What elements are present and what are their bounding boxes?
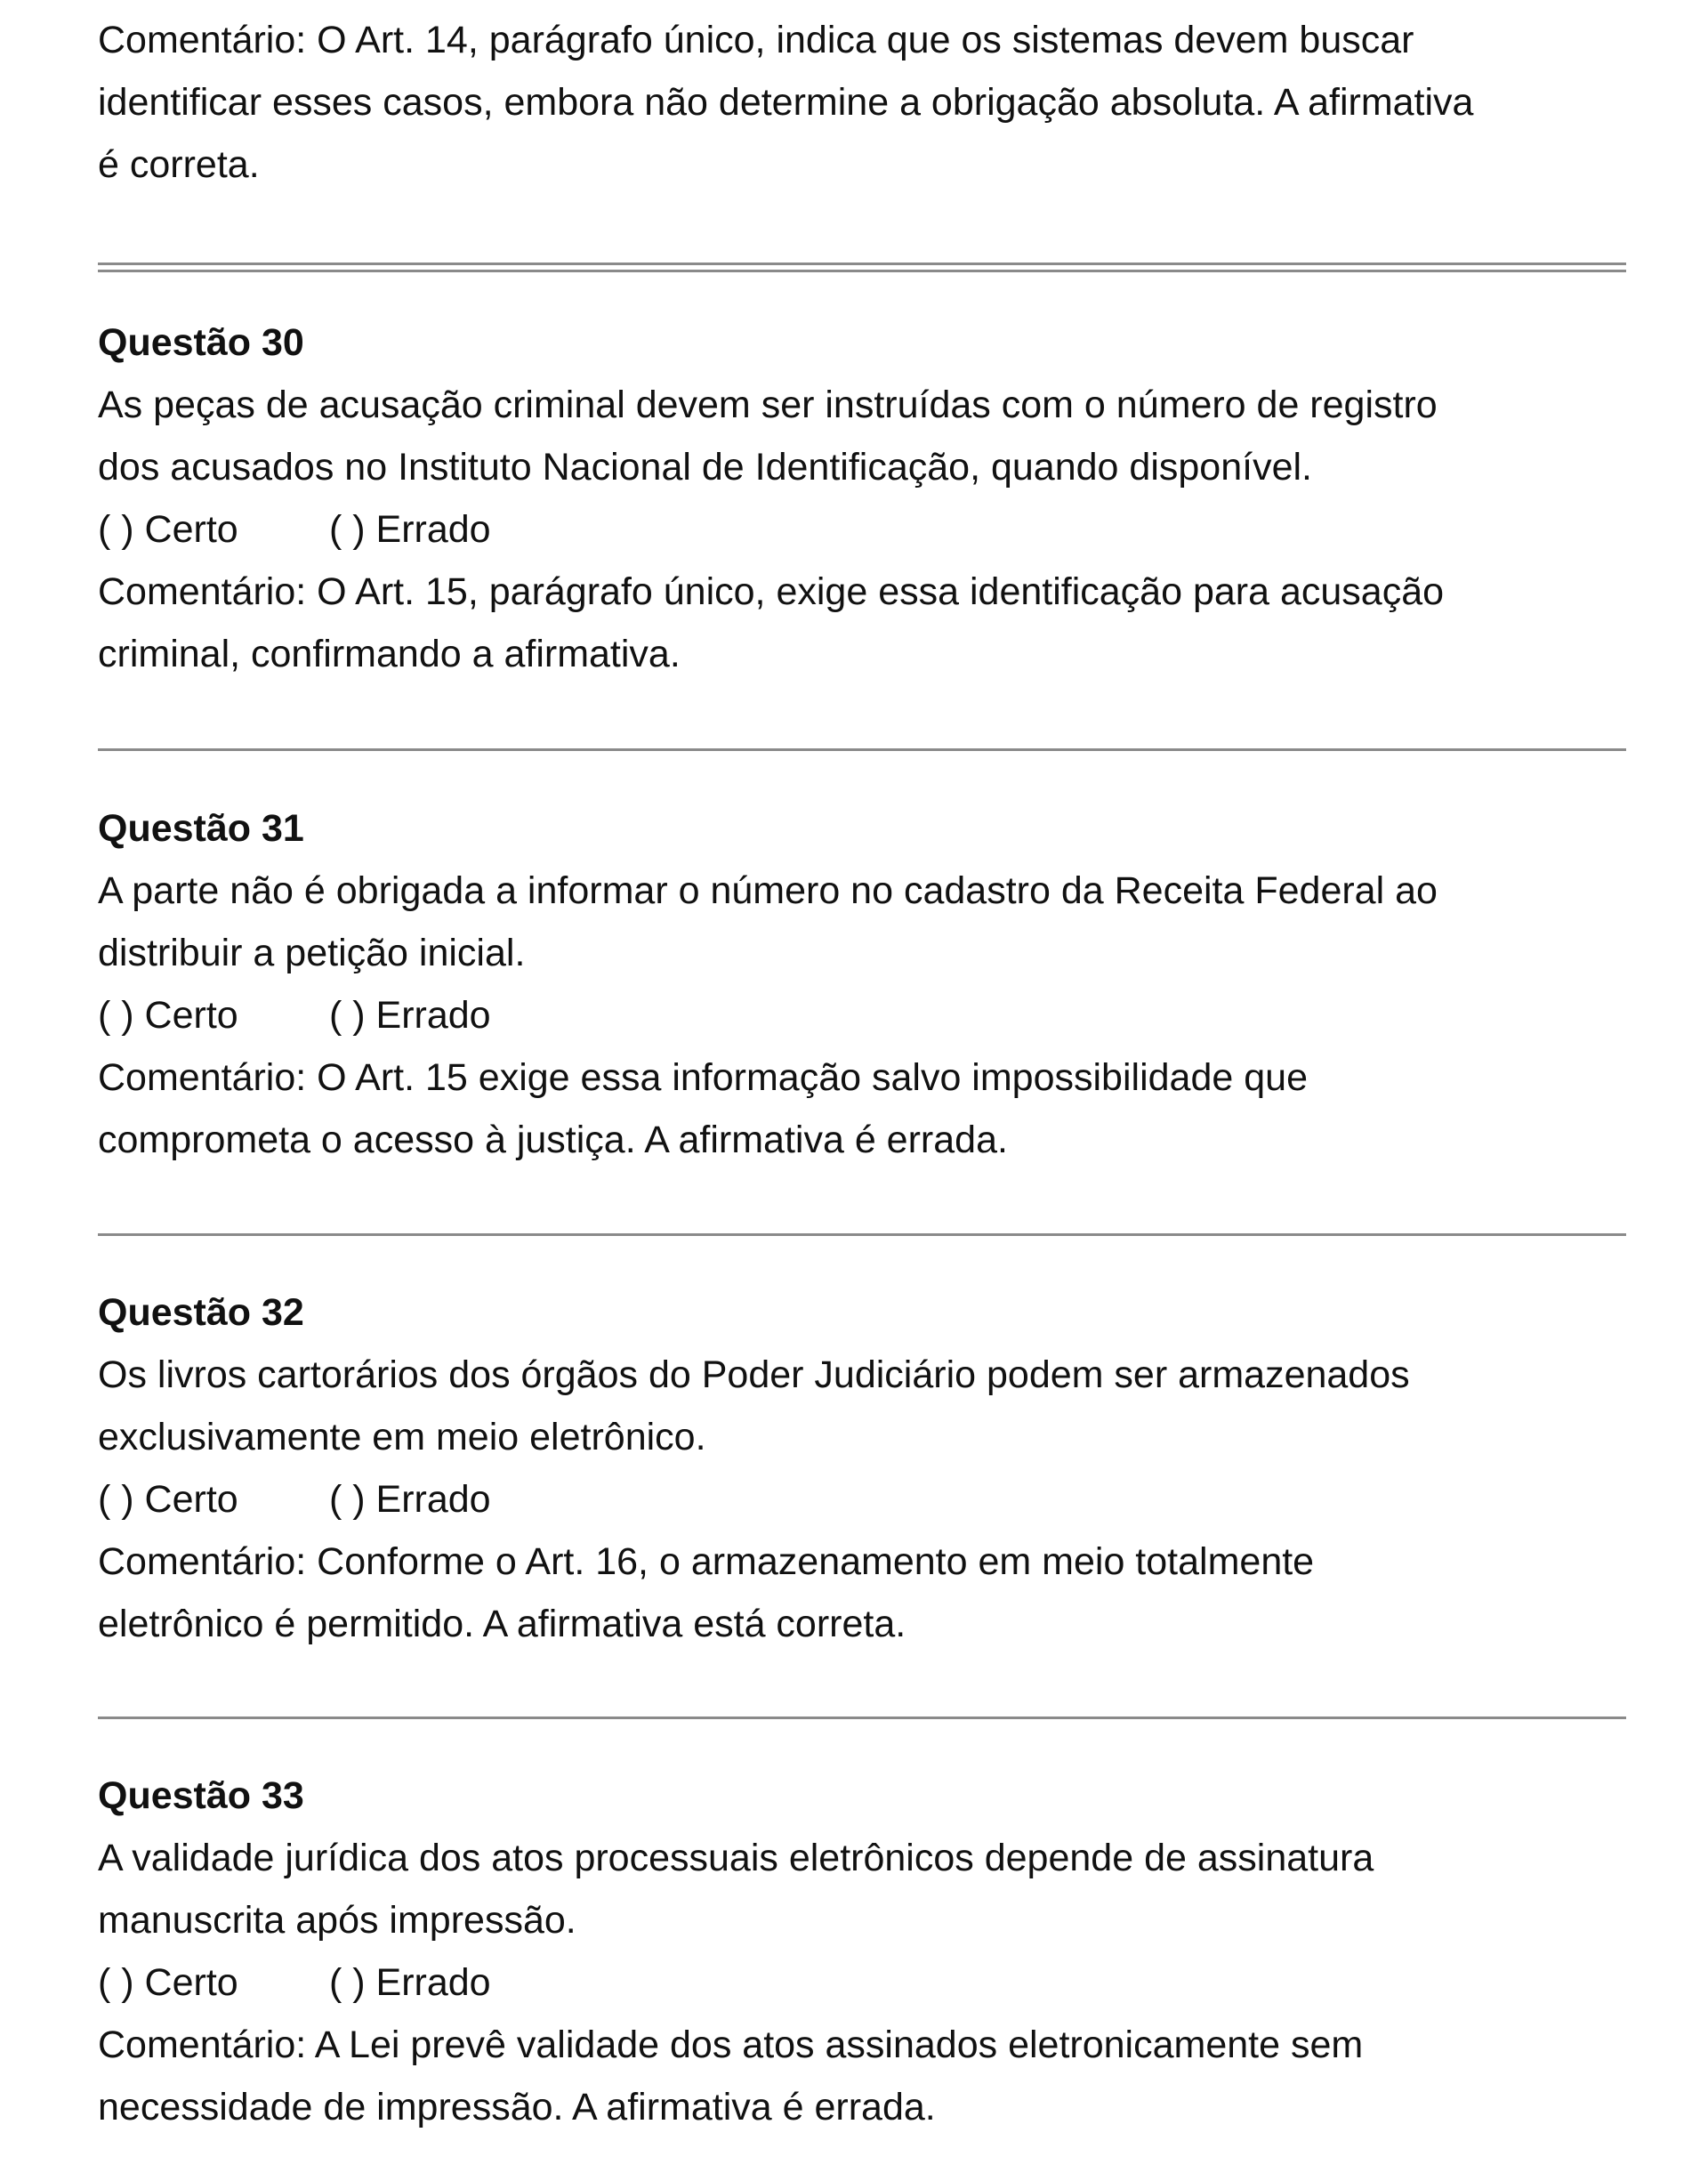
answer-options [98, 1468, 1628, 1531]
question-title: Questão 30 [98, 321, 304, 364]
answer-options [98, 498, 1628, 561]
comment-line: é correta. [98, 143, 260, 186]
previous-comment [98, 9, 1628, 196]
comment-line: comprometa o acesso à justiça. A afirmativa é errada. [98, 1119, 1008, 1161]
option-certo[interactable]: ( ) Certo [98, 1961, 238, 2004]
section-divider [98, 1233, 1626, 1236]
question-statement-line: dos acusados no Instituto Nacional de Identificação, quando disponível. [98, 446, 1312, 489]
question-33 [98, 1765, 1628, 2138]
option-certo[interactable]: ( ) Certo [98, 508, 238, 551]
question-title: Questão 33 [98, 1774, 304, 1817]
question-30 [98, 311, 1628, 685]
question-statement-line: A parte não é obrigada a informar o número no cadastro da Receita Federal ao [98, 869, 1438, 912]
comment-line: necessidade de impressão. A afirmativa é errada. [98, 2086, 936, 2128]
question-31 [98, 797, 1628, 1171]
option-errado[interactable]: ( ) Errado [329, 508, 491, 551]
comment-line: Comentário: Conforme o Art. 16, o armazenamento em meio totalmente [98, 1540, 1315, 1583]
option-errado[interactable]: ( ) Errado [329, 994, 491, 1037]
comment-line: eletrônico é permitido. A afirmativa está correta. [98, 1603, 906, 1645]
section-divider [98, 263, 1626, 272]
question-statement-line: distribuir a petição inicial. [98, 932, 526, 974]
section-divider [98, 748, 1626, 751]
comment-line: Comentário: O Art. 15 exige essa informação salvo impossibilidade que [98, 1056, 1308, 1099]
option-certo[interactable]: ( ) Certo [98, 1478, 238, 1521]
question-statement-line: manuscrita após impressão. [98, 1899, 576, 1942]
section-divider [98, 1717, 1626, 1719]
question-32 [98, 1281, 1628, 1655]
comment-line: Comentário: A Lei prevê validade dos atos assinados eletronicamente sem [98, 2023, 1364, 2066]
question-statement-line: Os livros cartorários dos órgãos do Poder Judiciário podem ser armazenados [98, 1353, 1410, 1396]
comment-line: identificar esses casos, embora não determine a obrigação absoluta. A afirmativa [98, 81, 1474, 124]
option-certo[interactable]: ( ) Certo [98, 994, 238, 1037]
comment-line: criminal, confirmando a afirmativa. [98, 633, 681, 675]
comment-line: Comentário: O Art. 15, parágrafo único, exige essa identificação para acusação [98, 570, 1445, 613]
option-errado[interactable]: ( ) Errado [329, 1961, 491, 2004]
question-title: Questão 31 [98, 807, 304, 850]
question-statement-line: A validade jurídica dos atos processuais eletrônicos depende de assinatura [98, 1837, 1374, 1879]
question-statement-line: exclusivamente em meio eletrônico. [98, 1416, 706, 1458]
comment-line: Comentário: O Art. 14, parágrafo único, indica que os sistemas devem buscar [98, 19, 1414, 61]
answer-options [98, 1951, 1628, 2014]
question-statement-line: As peças de acusação criminal devem ser instruídas com o número de registro [98, 384, 1438, 426]
question-title: Questão 32 [98, 1291, 304, 1334]
answer-options [98, 984, 1628, 1046]
option-errado[interactable]: ( ) Errado [329, 1478, 491, 1521]
